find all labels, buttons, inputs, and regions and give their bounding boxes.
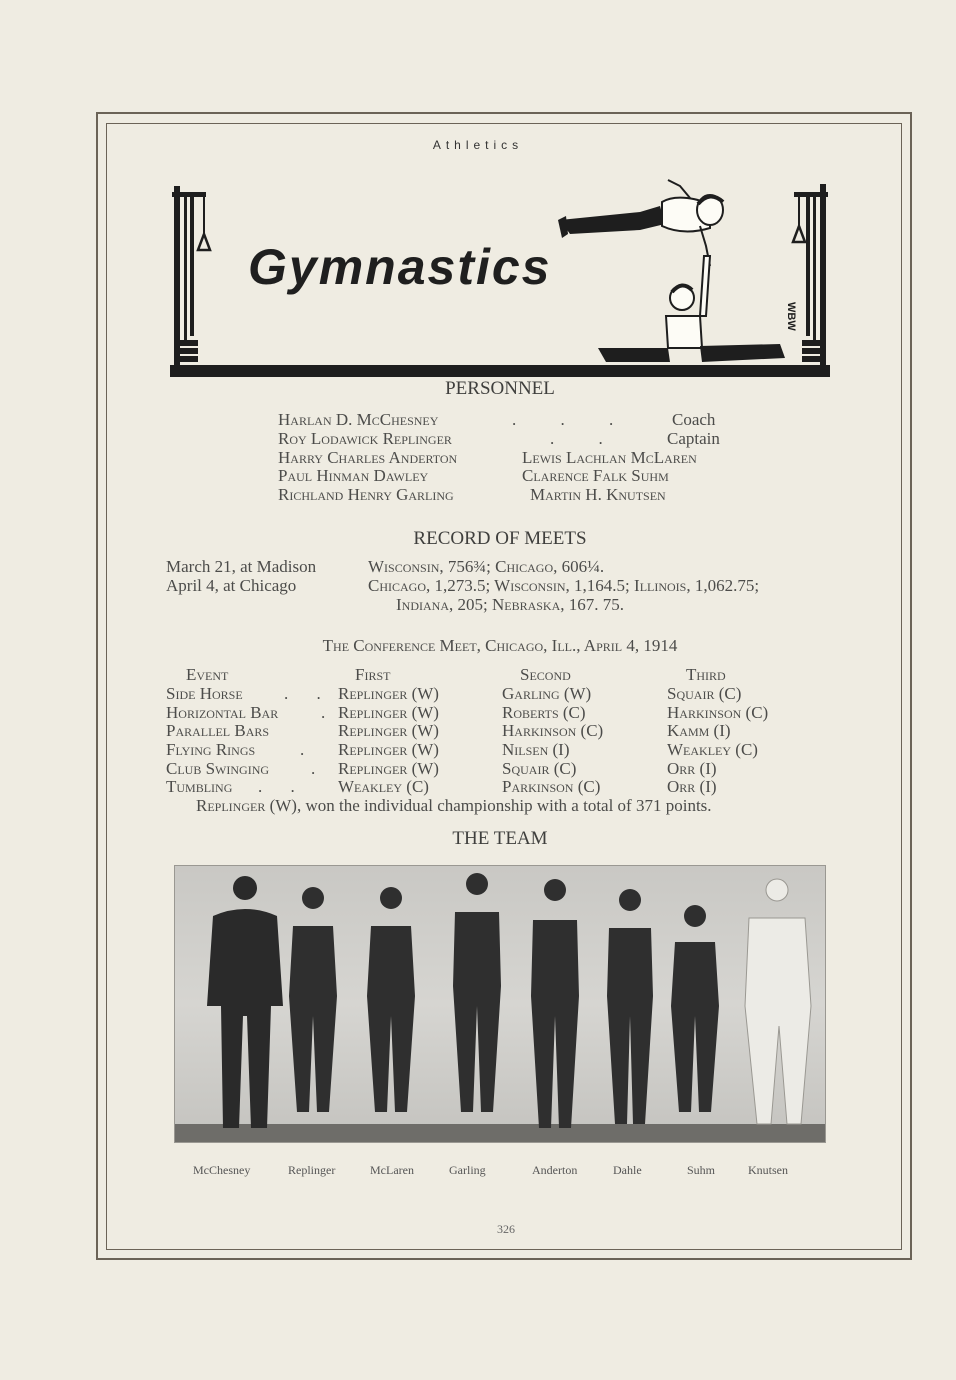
meet-result: Wisconsin, 756¾; Chicago, 606¼. [368,557,605,576]
table-cell-first: Replinger (W) [338,703,439,722]
meet-result-continued: Indiana, 205; Nebraska, 167. 75. [396,595,624,614]
running-header: Athletics [432,138,524,152]
team-caption: McLaren [370,1163,414,1177]
table-cell-third: Kamm (I) [667,721,731,740]
table-cell-first: Replinger (W) [338,684,439,703]
artist-signature: WBW [785,302,797,331]
personnel-row-right: Captain [667,429,720,448]
meet-date: April 4, at Chicago [166,576,297,595]
personnel-row-left: Harlan D. McChesney [278,410,439,429]
team-caption: Anderton [532,1163,578,1177]
personnel-row-right: Lewis Lachlan McLaren [522,448,697,467]
gymnastics-banner [170,176,830,382]
column-header-event: Event [186,665,229,684]
team-photograph [174,865,826,1143]
team-caption: Replinger [288,1163,336,1177]
personnel-row-left: Paul Hinman Dawley [278,466,429,485]
champion-name: Replinger [196,796,266,815]
personnel-row-left: Richland Henry Garling [278,485,454,504]
team-caption: Suhm [687,1163,716,1177]
table-cell-third: Orr (I) [667,777,717,796]
column-header-first: First [355,665,391,684]
team-caption: Knutsen [748,1163,788,1177]
conference-heading: The Conference Meet, Chicago, Ill., April 4, 1914 [322,636,678,655]
table-cell-second: Harkinson (C) [502,721,604,740]
column-header-third: Third [686,665,726,684]
table-cell-first: Replinger (W) [338,759,439,778]
meets-heading: RECORD OF MEETS [413,528,587,549]
page-number: 326 [497,1222,515,1236]
leader-dots: . . [550,429,623,448]
team-caption: McChesney [193,1163,251,1177]
table-cell-second: Nilsen (I) [502,740,570,759]
banner-title: Gymnastics [248,239,552,295]
meet-date: March 21, at Madison [166,557,317,576]
table-cell-third: Weakley (C) [667,740,758,759]
personnel-row-left: Roy Lodawick Replinger [278,429,452,448]
table-cell-event: Parallel Bars [166,721,270,740]
leader-dots: . . [284,684,333,703]
leader-dots: . . . [512,410,634,429]
table-cell-third: Harkinson (C) [667,703,769,722]
leader-dots: . . [258,777,307,796]
table-cell-second: Garling (W) [502,684,592,703]
personnel-row-left: Harry Charles Anderton [278,448,458,467]
team-caption: Dahle [613,1163,642,1177]
personnel-heading: PERSONNEL [445,378,555,399]
column-header-second: Second [520,665,571,684]
championship-summary [196,796,712,816]
table-cell-third: Squair (C) [667,684,742,703]
personnel-row-right: Martin H. Knutsen [530,485,666,504]
team-photo-figures [175,866,826,1143]
team-caption: Garling [449,1163,486,1177]
table-cell-event: Horizontal Bar [166,703,279,722]
table-cell-event: Tumbling [166,777,233,796]
team-heading: THE TEAM [452,828,548,849]
personnel-row-right: Clarence Falk Suhm [522,466,669,485]
table-cell-third: Orr (I) [667,759,717,778]
table-cell-second: Roberts (C) [502,703,586,722]
personnel-row-right: Coach [672,410,716,429]
table-cell-first: Replinger (W) [338,721,439,740]
table-cell-event: Flying Rings [166,740,256,759]
table-cell-first: Replinger (W) [338,740,439,759]
summary-text: (W), won the individual championship with a total of 371 points. [269,796,712,815]
table-cell-first: Weakley (C) [338,777,429,796]
table-cell-second: Squair (C) [502,759,577,778]
table-cell-second: Parkinson (C) [502,777,601,796]
leader-dots: . [311,759,316,778]
leader-dots: . [300,740,305,759]
meet-result: Chicago, 1,273.5; Wisconsin, 1,164.5; Illinois, 1,062.75; [368,576,760,595]
leader-dots: . [321,703,326,722]
table-cell-event: Club Swinging [166,759,270,778]
table-cell-event: Side Horse [166,684,243,703]
